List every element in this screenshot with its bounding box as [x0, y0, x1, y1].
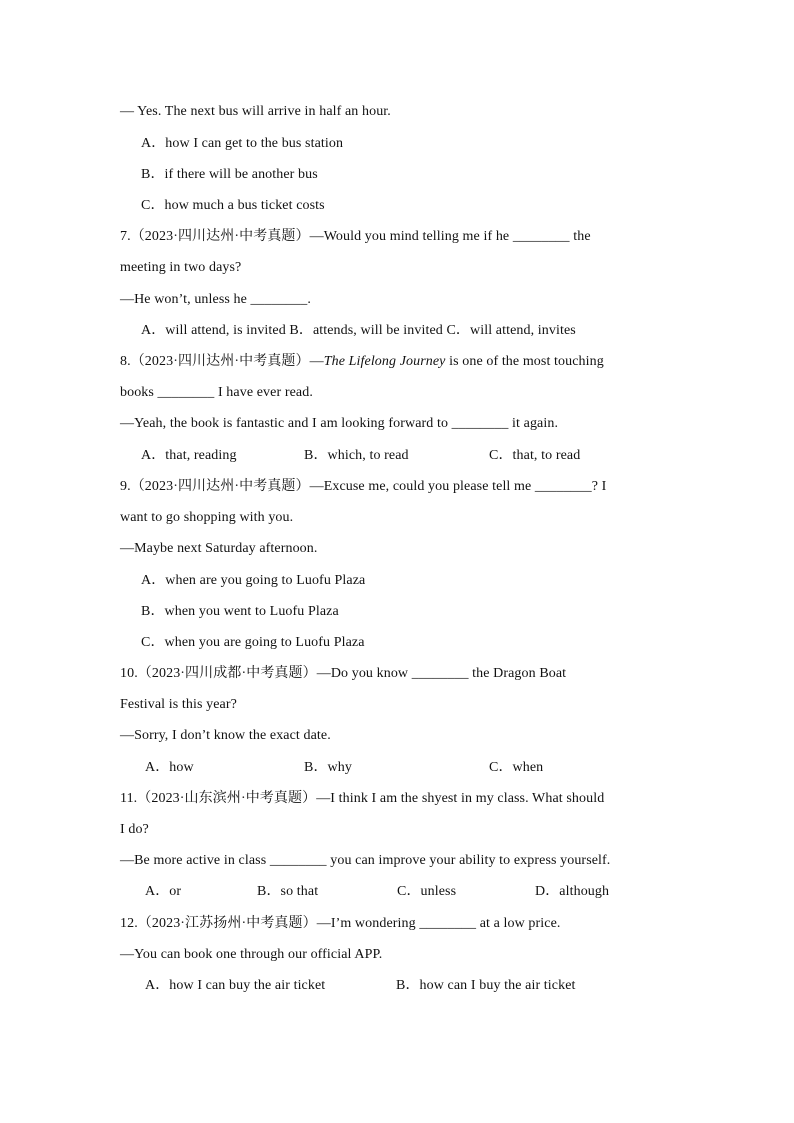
question-8 [120, 353, 604, 371]
question-11-option-d: D．although [535, 884, 610, 899]
question-8-option-b: B．which, to read [304, 448, 409, 463]
question-12-option-b: B．how can I buy the air ticket [396, 978, 576, 993]
question-9-cont: want to go shopping with you. [120, 510, 294, 525]
question-11-cont: I do? [120, 822, 149, 837]
question-9-option-a: A．when are you going to Luofu Plaza [141, 573, 366, 588]
question-11: 11.（2023·山东滨州·中考真题）—I think I am the shyest in my class. What should [120, 791, 605, 806]
question-12: 12.（2023·江苏扬州·中考真题）—I’m wondering ________ at a low price. [120, 916, 561, 931]
question-7-cont: meeting in two days? [120, 260, 242, 275]
question-11-option-c: C．unless [397, 884, 457, 899]
question-8-option-a: A．that, reading [141, 448, 237, 463]
option-c: C．how much a bus ticket costs [141, 198, 325, 213]
question-10: 10.（2023·四川成都·中考真题）—Do you know ________ the Dragon Boat [120, 666, 567, 681]
question-12-option-a: A．how I can buy the air ticket [145, 978, 326, 993]
question-9-reply: —Maybe next Saturday afternoon. [120, 541, 318, 556]
question-8-suffix: is one of the most touching [445, 354, 604, 369]
question-11-option-a: A．or [145, 884, 182, 899]
question-7-reply: —He won’t, unless he ________. [120, 292, 311, 307]
text-line: — Yes. The next bus will arrive in half an hour. [120, 104, 391, 119]
question-10-option-b: B．why [304, 760, 352, 775]
question-8-prefix: 8.（2023·四川达州·中考真题）— [120, 354, 324, 369]
book-title: The Lifelong Journey [323, 354, 446, 369]
question-10-option-a: A．how [145, 760, 194, 775]
question-10-option-c: C．when [489, 760, 544, 775]
question-11-option-b: B．so that [257, 884, 319, 899]
question-7-options: A．will attend, is invited B．attends, will be invited C．will attend, invites [141, 323, 576, 338]
option-a: A．how I can get to the bus station [141, 136, 344, 151]
question-10-reply: —Sorry, I don’t know the exact date. [120, 728, 331, 743]
question-10-cont: Festival is this year? [120, 697, 237, 712]
question-8-option-c: C．that, to read [489, 448, 581, 463]
option-b: B．if there will be another bus [141, 167, 318, 182]
question-9-option-b: B．when you went to Luofu Plaza [141, 604, 339, 619]
question-11-reply: —Be more active in class ________ you can improve your ability to express yourself. [120, 853, 611, 868]
question-7: 7.（2023·四川达州·中考真题）—Would you mind telling me if he ________ the [120, 229, 591, 244]
question-9: 9.（2023·四川达州·中考真题）—Excuse me, could you please tell me ________? I [120, 479, 607, 494]
question-9-option-c: C．when you are going to Luofu Plaza [141, 635, 365, 650]
question-12-reply: —You can book one through our official APP. [120, 947, 383, 962]
question-8-cont: books ________ I have ever read. [120, 385, 313, 400]
question-8-reply: —Yeah, the book is fantastic and I am looking forward to ________ it again. [120, 416, 559, 431]
